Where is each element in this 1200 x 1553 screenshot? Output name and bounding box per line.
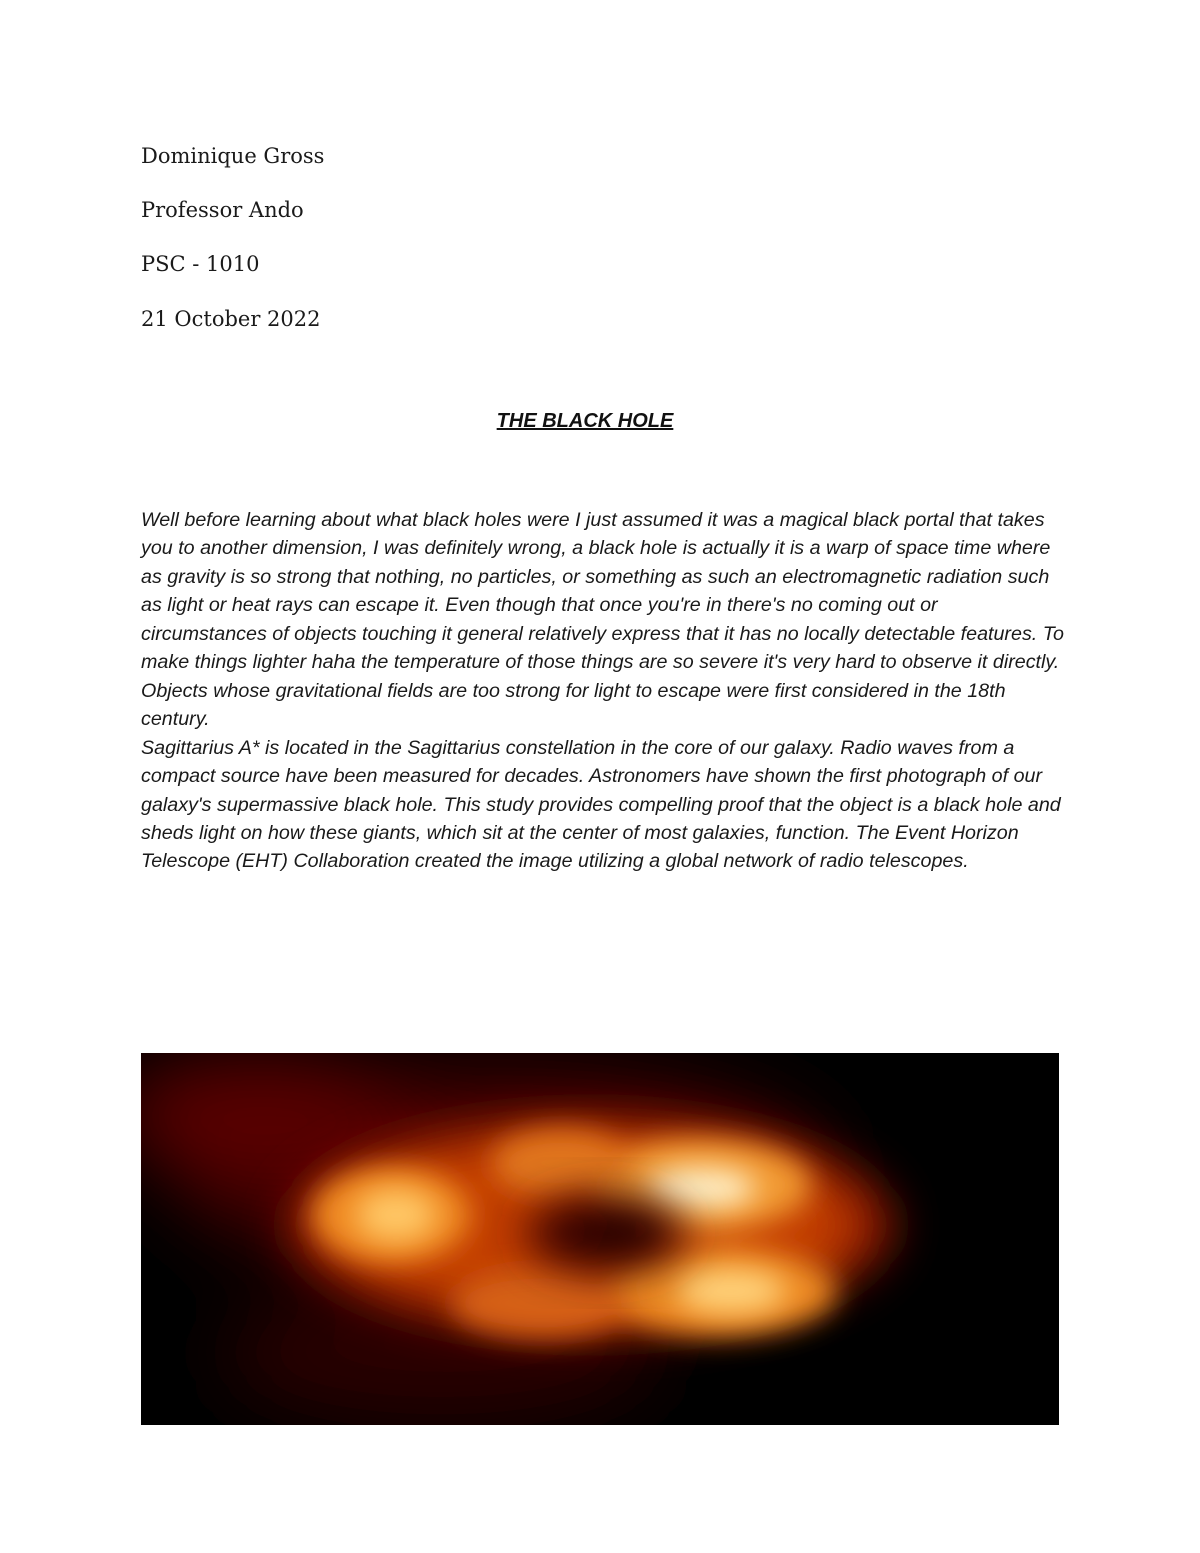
author-name: Dominique Gross <box>141 144 325 168</box>
body-paragraph-1: Well before learning about what black holes were I just assumed it was a magical black portal that takes you to another dimension, I was definitely wrong, a black hole is actually it is a warp of space time where as gravity is so strong that nothing, no particles, or something as such an electromagnetic radiation such as light or heat rays can escape it. Even though that once you're in there's no coming out or circumstances of objects touching it general relatively express that it has no locally detectable features. To make things lighter haha the temperature of those things are so severe it's very hard to observe it directly. Objects whose gravitational fields are too strong for light to escape were first considered in the 18th century. <box>141 509 1064 731</box>
document-body <box>141 506 1066 876</box>
document-title: THE BLACK HOLE <box>496 410 674 432</box>
black-hole-image <box>141 1053 1059 1425</box>
black-hole-graphic <box>141 1053 1059 1425</box>
professor-name: Professor Ando <box>141 198 304 222</box>
document-date: 21 October 2022 <box>141 307 321 331</box>
black-hole-shadow <box>526 1195 686 1271</box>
body-paragraph-2: Sagittarius A* is located in the Sagittarius constellation in the core of our galaxy. Radio waves from a compact source have been measured for decades. Astronomers have shown the first photograph of our galaxy's supermassive black hole. This study provides compelling proof that the object is a black hole and sheds light on how these giants, which sit at the center of most galaxies, function. The Event Horizon Telescope (EHT) Collaboration created the image utilizing a global network of radio telescopes. <box>141 736 1061 873</box>
course-code: PSC - 1010 <box>141 252 260 276</box>
